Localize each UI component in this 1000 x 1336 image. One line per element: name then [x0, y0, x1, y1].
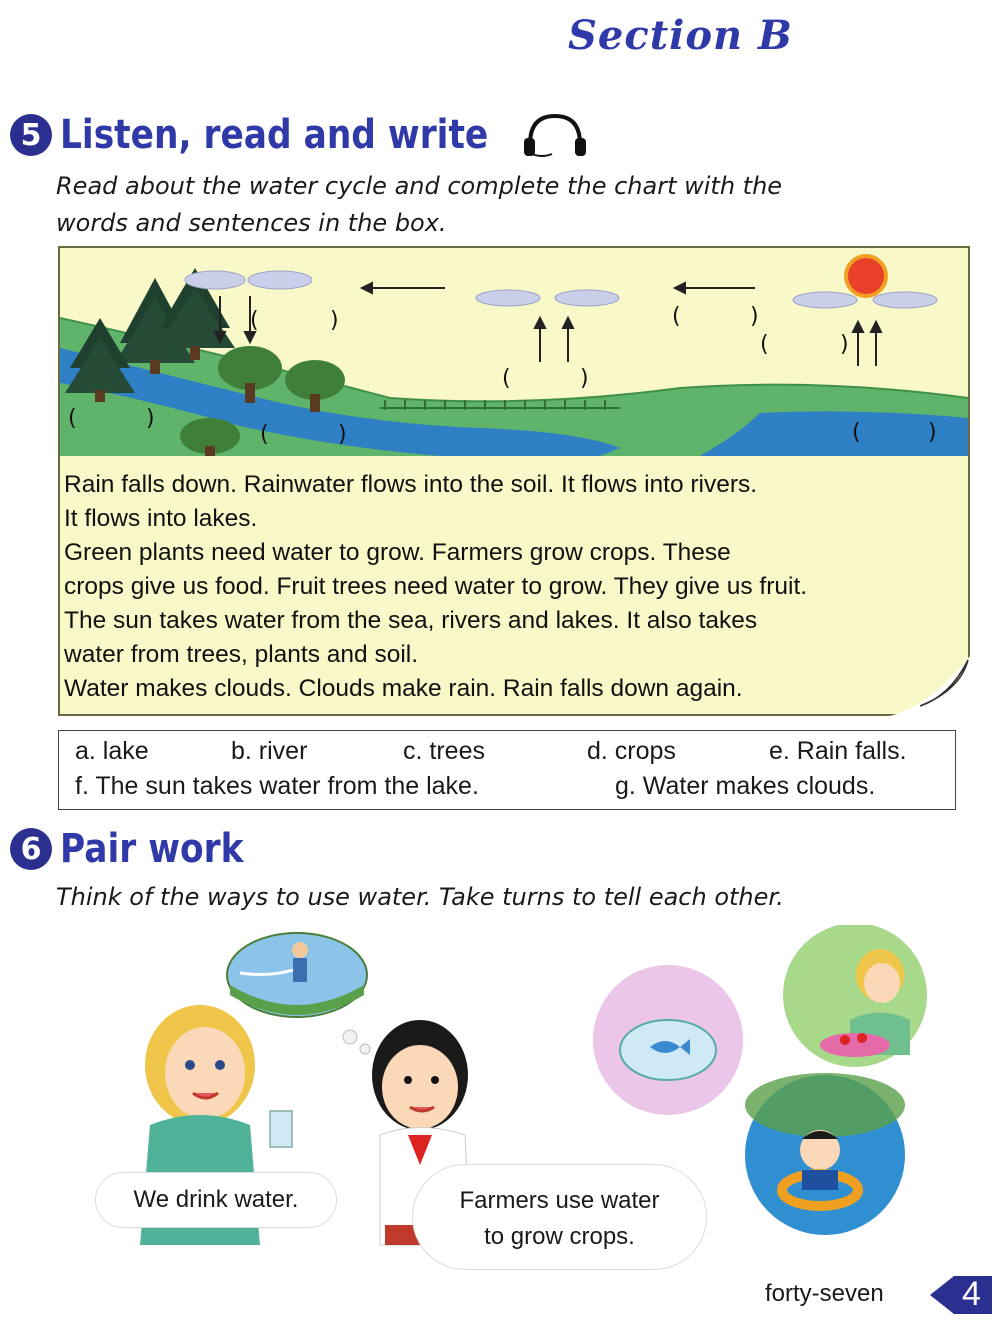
- word-option-c: c. trees: [403, 737, 485, 765]
- word-option-a: a. lake: [75, 737, 149, 765]
- exercise-6-instruction: Think of the ways to use water. Take turns to tell each other.: [56, 883, 784, 911]
- exercise-5-instruction-line-1: Read about the water cycle and complete the chart with the: [56, 172, 783, 200]
- blank-trees-open[interactable]: (: [68, 406, 77, 431]
- word-box: [58, 730, 956, 810]
- speech-bubble-girl-1: [95, 1172, 337, 1228]
- passage-line: It flows into lakes.: [64, 505, 258, 532]
- blank-lake-open[interactable]: (: [852, 420, 861, 445]
- blank-lake-close[interactable]: ): [928, 420, 937, 445]
- word-option-g: g. Water makes clouds.: [615, 772, 876, 800]
- passage-line: Rain falls down. Rainwater flows into the soil. It flows into rivers.: [64, 471, 758, 498]
- passage-line: The sun takes water from the sea, rivers and lakes. It also takes: [64, 607, 758, 634]
- blank-rain-close[interactable]: ): [330, 308, 339, 333]
- blank-clouds-open[interactable]: (: [672, 304, 681, 329]
- water-cycle-chart: [58, 246, 970, 716]
- word-option-b: b. river: [231, 737, 308, 765]
- blank-river-open[interactable]: (: [260, 422, 269, 447]
- exercise-5-heading: [10, 110, 590, 160]
- word-option-f: f. The sun takes water from the lake.: [75, 772, 479, 800]
- passage-line: water from trees, plants and soil.: [64, 641, 419, 668]
- section-title: Section B: [568, 12, 793, 59]
- speech-text: to grow crops.: [484, 1223, 635, 1250]
- blank-clouds-close[interactable]: ): [750, 304, 759, 329]
- boy-swimming-icon: [745, 1073, 905, 1235]
- sun-icon: [846, 256, 886, 296]
- page-number-digit: 4: [962, 1275, 981, 1313]
- washing-fruit-icon: [783, 925, 927, 1067]
- blank-trees-close[interactable]: ): [146, 406, 155, 431]
- blank-rain-open[interactable]: (: [250, 308, 259, 333]
- speech-text: Farmers use water: [459, 1187, 660, 1214]
- exercise-6-heading: [10, 826, 273, 872]
- blank-sun-close[interactable]: ): [840, 332, 849, 357]
- page-number-word: forty-seven: [765, 1280, 884, 1307]
- exercise-title: Listen, read and write: [60, 112, 489, 158]
- speech-text: We drink water.: [133, 1186, 299, 1213]
- passage-line: crops give us food. Fruit trees need water to grow. They give us fruit.: [64, 573, 808, 600]
- passage-line: Water makes clouds. Clouds make rain. Rain falls down again.: [64, 675, 743, 702]
- speech-bubble-girl-2: [412, 1164, 707, 1270]
- blank-crops-close[interactable]: ): [580, 366, 589, 391]
- exercise-title: Pair work: [60, 826, 244, 872]
- blank-river-close[interactable]: ): [338, 422, 347, 447]
- watering-thought-icon: [227, 933, 370, 1054]
- fish-bowl-icon: [593, 965, 743, 1115]
- word-option-e: e. Rain falls.: [769, 737, 907, 765]
- exercise-number-badge: 5: [10, 114, 52, 156]
- headphones-icon: [520, 110, 590, 160]
- water-cycle-passage: [64, 468, 964, 706]
- page-curl-icon: [890, 656, 970, 716]
- water-cycle-illustration: [60, 248, 968, 456]
- blank-sun-open[interactable]: (: [760, 332, 769, 357]
- word-option-d: d. crops: [587, 737, 676, 765]
- page-number-badge-icon: [930, 1270, 992, 1320]
- exercise-5-instruction-line-2: words and sentences in the box.: [56, 209, 447, 237]
- passage-line: Green plants need water to grow. Farmers grow crops. These: [64, 539, 731, 566]
- exercise-number-badge: 6: [10, 828, 52, 870]
- blank-crops-open[interactable]: (: [502, 366, 511, 391]
